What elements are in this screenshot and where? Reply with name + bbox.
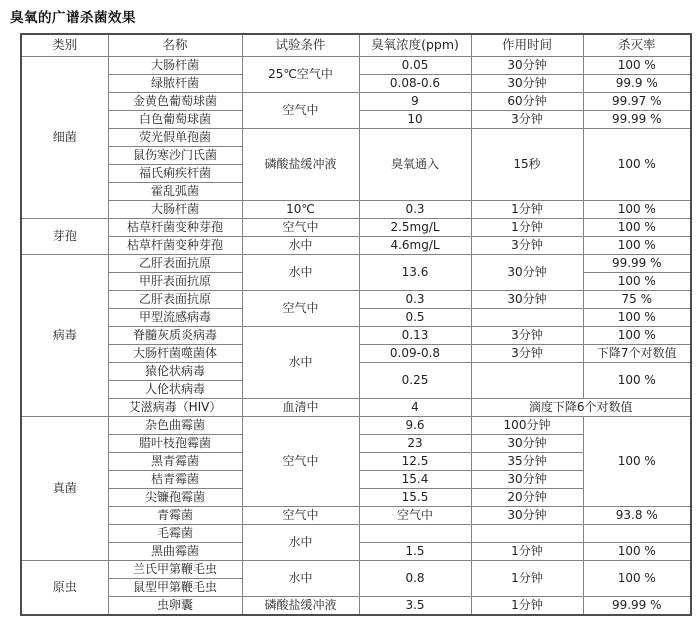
kill-rate-cell: 99.99 % <box>583 597 691 616</box>
kill-rate-cell: 100 % <box>583 57 691 75</box>
name-cell: 鼠伤寒沙门氏菌 <box>108 147 242 165</box>
name-cell: 金黄色葡萄球菌 <box>108 93 242 111</box>
concentration-cell: 0.3 <box>359 201 471 219</box>
col-header-condition: 试验条件 <box>242 34 359 57</box>
time-cell: 1分钟 <box>471 543 583 561</box>
condition-cell: 水中 <box>242 237 359 255</box>
header-row <box>21 34 691 57</box>
concentration-cell <box>359 525 471 543</box>
name-cell: 猿伦状病毒 <box>108 363 242 381</box>
name-cell: 枯草杆菌变种芽孢 <box>108 237 242 255</box>
kill-rate-cell: 100 % <box>583 327 691 345</box>
table-row <box>21 129 691 147</box>
category-cell: 原虫 <box>21 561 108 616</box>
kill-rate-cell: 99.99 % <box>583 111 691 129</box>
time-cell: 1分钟 <box>471 201 583 219</box>
name-cell: 乙肝表面抗原 <box>108 255 242 273</box>
time-cell: 60分钟 <box>471 93 583 111</box>
concentration-cell: 0.3 <box>359 291 471 309</box>
kill-rate-cell <box>583 525 691 543</box>
time-cell: 30分钟 <box>471 57 583 75</box>
table-body <box>21 57 691 616</box>
name-cell: 乙肝表面抗原 <box>108 291 242 309</box>
ozone-sterilization-table <box>20 33 692 616</box>
condition-cell: 水中 <box>242 327 359 399</box>
table-row <box>21 219 691 237</box>
time-cell: 3分钟 <box>471 111 583 129</box>
name-cell: 甲型流感病毒 <box>108 309 242 327</box>
concentration-cell: 0.09-0.8 <box>359 345 471 363</box>
name-cell: 枯草杆菌变种芽孢 <box>108 219 242 237</box>
condition-cell: 水中 <box>242 255 359 291</box>
name-cell: 白色葡萄球菌 <box>108 111 242 129</box>
name-cell: 大肠杆菌 <box>108 57 242 75</box>
name-cell: 绿脓杆菌 <box>108 75 242 93</box>
condition-cell: 水中 <box>242 525 359 561</box>
condition-cell: 水中 <box>242 561 359 597</box>
table-row <box>21 561 691 579</box>
name-cell: 桔青霉菌 <box>108 471 242 489</box>
time-cell: 30分钟 <box>471 435 583 453</box>
category-cell: 细菌 <box>21 57 108 219</box>
table-row <box>21 93 691 111</box>
table-row <box>21 255 691 273</box>
condition-cell: 25℃空气中 <box>242 57 359 93</box>
concentration-cell: 4 <box>359 399 471 417</box>
col-header-time: 作用时间 <box>471 34 583 57</box>
concentration-cell: 9.6 <box>359 417 471 435</box>
page-title: 臭氧的广谱杀菌效果 <box>10 10 136 26</box>
table-row <box>21 417 691 435</box>
kill-rate-cell: 100 % <box>583 273 691 291</box>
name-cell: 兰氏甲第鞭毛虫 <box>108 561 242 579</box>
document-page <box>0 6 696 623</box>
time-cell: 15秒 <box>471 129 583 201</box>
col-header-name: 名称 <box>108 34 242 57</box>
time-cell: 3分钟 <box>471 237 583 255</box>
category-cell: 真菌 <box>21 417 108 561</box>
concentration-cell: 空气中 <box>359 507 471 525</box>
time-cell: 1分钟 <box>471 219 583 237</box>
condition-cell: 血清中 <box>242 399 359 417</box>
concentration-cell: 23 <box>359 435 471 453</box>
name-cell: 杂色曲霉菌 <box>108 417 242 435</box>
name-cell: 腊叶枝孢霉菌 <box>108 435 242 453</box>
concentration-cell: 3.5 <box>359 597 471 616</box>
concentration-cell: 2.5mg/L <box>359 219 471 237</box>
kill-rate-cell: 99.9 % <box>583 75 691 93</box>
time-cell <box>471 309 583 327</box>
name-cell: 大肠杆菌噬菌体 <box>108 345 242 363</box>
concentration-cell: 9 <box>359 93 471 111</box>
name-cell: 虫卵囊 <box>108 597 242 616</box>
kill-rate-cell: 100 % <box>583 201 691 219</box>
concentration-cell: 0.08-0.6 <box>359 75 471 93</box>
kill-rate-cell: 100 % <box>583 129 691 201</box>
table-row <box>21 525 691 543</box>
kill-rate-cell: 99.99 % <box>583 255 691 273</box>
condition-cell: 空气中 <box>242 417 359 507</box>
time-cell: 30分钟 <box>471 255 583 291</box>
kill-rate-cell: 100 % <box>583 237 691 255</box>
condition-cell: 磷酸盐缓冲液 <box>242 129 359 201</box>
time-cell: 30分钟 <box>471 471 583 489</box>
condition-cell: 空气中 <box>242 93 359 129</box>
time-cell: 30分钟 <box>471 291 583 309</box>
concentration-cell: 15.5 <box>359 489 471 507</box>
time-cell: 滴度下降6个对数值 <box>471 399 691 417</box>
kill-rate-cell: 99.97 % <box>583 93 691 111</box>
condition-cell: 空气中 <box>242 507 359 525</box>
col-header-concentration: 臭氧浓度(ppm) <box>359 34 471 57</box>
name-cell: 青霉菌 <box>108 507 242 525</box>
name-cell: 黑曲霉菌 <box>108 543 242 561</box>
concentration-cell: 13.6 <box>359 255 471 291</box>
col-header-category: 类别 <box>21 34 108 57</box>
kill-rate-cell: 100 % <box>583 219 691 237</box>
concentration-cell: 0.5 <box>359 309 471 327</box>
name-cell: 毛霉菌 <box>108 525 242 543</box>
table-row <box>21 327 691 345</box>
kill-rate-cell: 100 % <box>583 309 691 327</box>
category-cell: 芽孢 <box>21 219 108 255</box>
name-cell: 脊髓灰质炎病毒 <box>108 327 242 345</box>
time-cell: 35分钟 <box>471 453 583 471</box>
concentration-cell: 4.6mg/L <box>359 237 471 255</box>
name-cell: 荧光假单孢菌 <box>108 129 242 147</box>
concentration-cell: 10 <box>359 111 471 129</box>
name-cell: 黑青霉菌 <box>108 453 242 471</box>
time-cell: 30分钟 <box>471 507 583 525</box>
condition-cell: 空气中 <box>242 219 359 237</box>
category-cell: 病毒 <box>21 255 108 417</box>
table-row <box>21 399 691 417</box>
table-row <box>21 57 691 75</box>
time-cell: 1分钟 <box>471 561 583 597</box>
concentration-cell: 0.8 <box>359 561 471 597</box>
kill-rate-cell: 75 % <box>583 291 691 309</box>
time-cell: 20分钟 <box>471 489 583 507</box>
table-row <box>21 237 691 255</box>
name-cell: 福氏痢疾杆菌 <box>108 165 242 183</box>
name-cell: 尖镰孢霉菌 <box>108 489 242 507</box>
time-cell: 3分钟 <box>471 345 583 363</box>
concentration-cell: 15.4 <box>359 471 471 489</box>
concentration-cell: 0.13 <box>359 327 471 345</box>
time-cell <box>471 525 583 543</box>
condition-cell: 10℃ <box>242 201 359 219</box>
concentration-cell: 臭氧通入 <box>359 129 471 201</box>
condition-cell: 空气中 <box>242 291 359 327</box>
table-row <box>21 597 691 616</box>
concentration-cell: 1.5 <box>359 543 471 561</box>
name-cell: 霍乱弧菌 <box>108 183 242 201</box>
name-cell: 艾滋病毒（HIV） <box>108 399 242 417</box>
table-row <box>21 291 691 309</box>
time-cell <box>471 363 583 399</box>
name-cell: 鼠型甲第鞭毛虫 <box>108 579 242 597</box>
table-row <box>21 507 691 525</box>
name-cell: 人伦状病毒 <box>108 381 242 399</box>
kill-rate-cell: 下降7个对数值 <box>583 345 691 363</box>
time-cell: 30分钟 <box>471 75 583 93</box>
time-cell: 100分钟 <box>471 417 583 435</box>
col-header-kill-rate: 杀灭率 <box>583 34 691 57</box>
name-cell: 大肠杆菌 <box>108 201 242 219</box>
kill-rate-cell: 100 % <box>583 543 691 561</box>
name-cell: 甲肝表面抗原 <box>108 273 242 291</box>
time-cell: 3分钟 <box>471 327 583 345</box>
condition-cell: 磷酸盐缓冲液 <box>242 597 359 616</box>
time-cell: 1分钟 <box>471 597 583 616</box>
concentration-cell: 0.25 <box>359 363 471 399</box>
kill-rate-cell: 100 % <box>583 561 691 597</box>
table-row <box>21 201 691 219</box>
kill-rate-cell: 100 % <box>583 417 691 507</box>
kill-rate-cell: 100 % <box>583 363 691 399</box>
kill-rate-cell: 93.8 % <box>583 507 691 525</box>
concentration-cell: 0.05 <box>359 57 471 75</box>
concentration-cell: 12.5 <box>359 453 471 471</box>
